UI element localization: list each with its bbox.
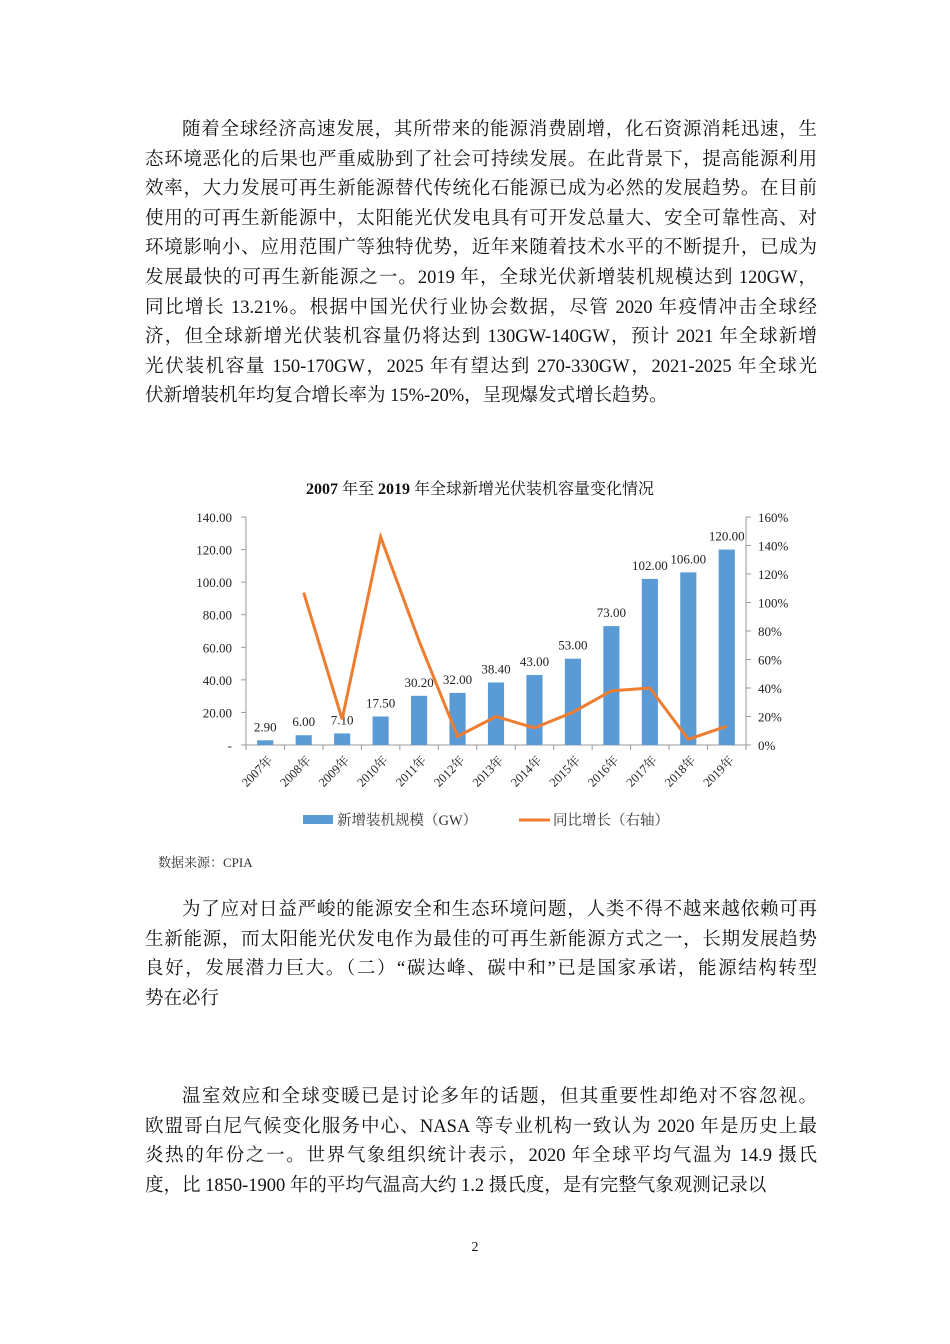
left-tick-label: 80.00 [202, 607, 232, 623]
right-tick-label: 20% [758, 709, 782, 725]
text-line: 欧盟哥白尼气候变化服务中心、NASA 等专业机构一致认为 2020 年是历史上最 [145, 1116, 817, 1137]
bar [334, 733, 350, 745]
bar [296, 735, 312, 745]
text-line: 发展最快的可再生新能源之一。2019 年，全球光伏新增装机规模达到 120GW， [145, 267, 817, 288]
text-line: 势在必行 [145, 988, 220, 1009]
bar-value-label: 106.00 [670, 551, 707, 567]
left-tick-label: 120.00 [196, 542, 232, 558]
text-line: 使用的可再生新能源中，太阳能光伏发电具有可开发总量大、安全可靠性高、对 [145, 208, 817, 229]
text-line: 效率，大力发展可再生新能源替代传统化石能源已成为必然的发展趋势。在目前 [145, 179, 817, 200]
text-line: 炎热的年份之一。世界气象组织统计表示，2020 年全球平均气温为 14.9 摄氏 [145, 1146, 817, 1167]
bar [603, 626, 619, 745]
bar-value-label: 30.20 [404, 674, 434, 690]
text-line: 随着全球经济高速发展，其所带来的能源消费剧增，化石资源消耗迅速，生 [182, 120, 817, 140]
bar [488, 682, 504, 745]
bar-value-label: 7.10 [330, 712, 354, 728]
category-label: 2016年 [585, 753, 622, 790]
bar-value-label: 38.40 [481, 661, 511, 677]
bar-value-label: 17.50 [365, 695, 396, 711]
bar [411, 696, 427, 745]
source-note: 数据来源：CPIA [158, 855, 253, 870]
bar-value-label: 6.00 [292, 714, 316, 730]
text-line: 态环境恶化的后果也严重威胁到了社会可持续发展。在此背景下，提高能源利用 [145, 149, 817, 170]
bar [719, 550, 735, 745]
category-label: 2007年 [238, 753, 276, 790]
bar-value-label: 32.00 [442, 671, 473, 687]
chart-title: 2007 年至 2019 年全球新增光伏装机容量变化情况 [305, 481, 655, 498]
category-label: 2019年 [700, 753, 737, 790]
paragraph-intro [145, 116, 817, 412]
bar-value-label: 43.00 [519, 653, 550, 669]
right-tick-label: 80% [758, 624, 782, 639]
left-tick-label: 40.00 [202, 672, 232, 688]
right-tick-label: 60% [758, 652, 782, 668]
category-label: 2011年 [393, 753, 430, 790]
category-label: 2015年 [546, 753, 584, 790]
right-tick-label: 0% [758, 738, 776, 753]
bar [680, 572, 696, 745]
right-tick-label: 40% [758, 681, 782, 696]
legend-bar-swatch [303, 815, 333, 824]
text-line: 济，但全球新增光伏装机容量仍将达到 130GW-140GW，预计 2021 年全球新增 [145, 327, 817, 348]
category-label: 2012年 [431, 753, 468, 790]
legend-bar-label: 新增装机规模（GW） [337, 813, 478, 829]
category-label: 2014年 [508, 753, 545, 790]
right-tick-label: 100% [758, 595, 789, 611]
left-tick-label: 100.00 [196, 575, 232, 591]
text-line: 温室效应和全球变暖已是讨论多年的话题，但其重要性却绝对不容忽视。 [182, 1087, 817, 1107]
text-line: 生新能源，而太阳能光伏发电作为最佳的可再生新能源方式之一，长期发展趋势 [145, 929, 817, 950]
bar [257, 740, 273, 745]
left-tick-label: 20.00 [202, 705, 232, 721]
text-line: 光伏装机容量 150-170GW，2025 年有望达到 270-330GW，2021-2025 年全球光 [145, 356, 817, 377]
bar-value-label: 53.00 [558, 637, 588, 653]
category-label: 2010年 [354, 753, 391, 790]
text-line: 同比增长 13.21%。根据中国光伏行业协会数据，尽管 2020 年疫情冲击全球经 [145, 297, 817, 318]
bar-value-label: 73.00 [596, 605, 627, 621]
category-label: 2008年 [277, 753, 314, 790]
text-line: 度，比 1850-1900 年的平均气温高大约 1.2 摄氏度，是有完整气象观测记录以 [145, 1175, 767, 1196]
pv-capacity-chart [170, 505, 790, 845]
bar-value-label: 102.00 [631, 557, 668, 573]
text-line: 环境影响小、应用范围广等独特优势，近年来随着技术水平的不断提升，已成为 [145, 238, 817, 259]
right-tick-label: 120% [758, 567, 789, 582]
bar [526, 675, 542, 745]
left-tick-label: - [227, 738, 232, 753]
paragraph-greenhouse [145, 1083, 817, 1201]
category-label: 2009年 [315, 753, 353, 790]
text-line: 伏新增装机年均复合增长率为 15%-20%，呈现爆发式增长趋势。 [145, 386, 668, 407]
category-label: 2013年 [469, 753, 507, 790]
bar [642, 579, 658, 745]
text-line: 良好，发展潜力巨大。（二）“碳达峰、碳中和”已是国家承诺，能源结构转型 [145, 959, 817, 980]
bar-value-label: 120.00 [708, 528, 745, 544]
category-label: 2017年 [623, 753, 660, 790]
left-tick-label: 60.00 [202, 640, 232, 656]
text-line: 为了应对日益严峻的能源安全和生态环境问题，人类不得不越来越依赖可再 [182, 900, 817, 920]
bar-value-label: 2.90 [253, 719, 277, 735]
category-label: 2018年 [662, 753, 699, 790]
bar [373, 717, 389, 746]
legend-line-label: 同比增长（右轴） [553, 813, 669, 829]
right-tick-label: 160% [758, 510, 789, 525]
bar [565, 659, 581, 745]
left-tick-label: 140.00 [196, 510, 232, 525]
page-number: 2 [471, 1240, 479, 1255]
right-tick-label: 140% [758, 538, 789, 554]
paragraph-energy-security [145, 896, 817, 1014]
